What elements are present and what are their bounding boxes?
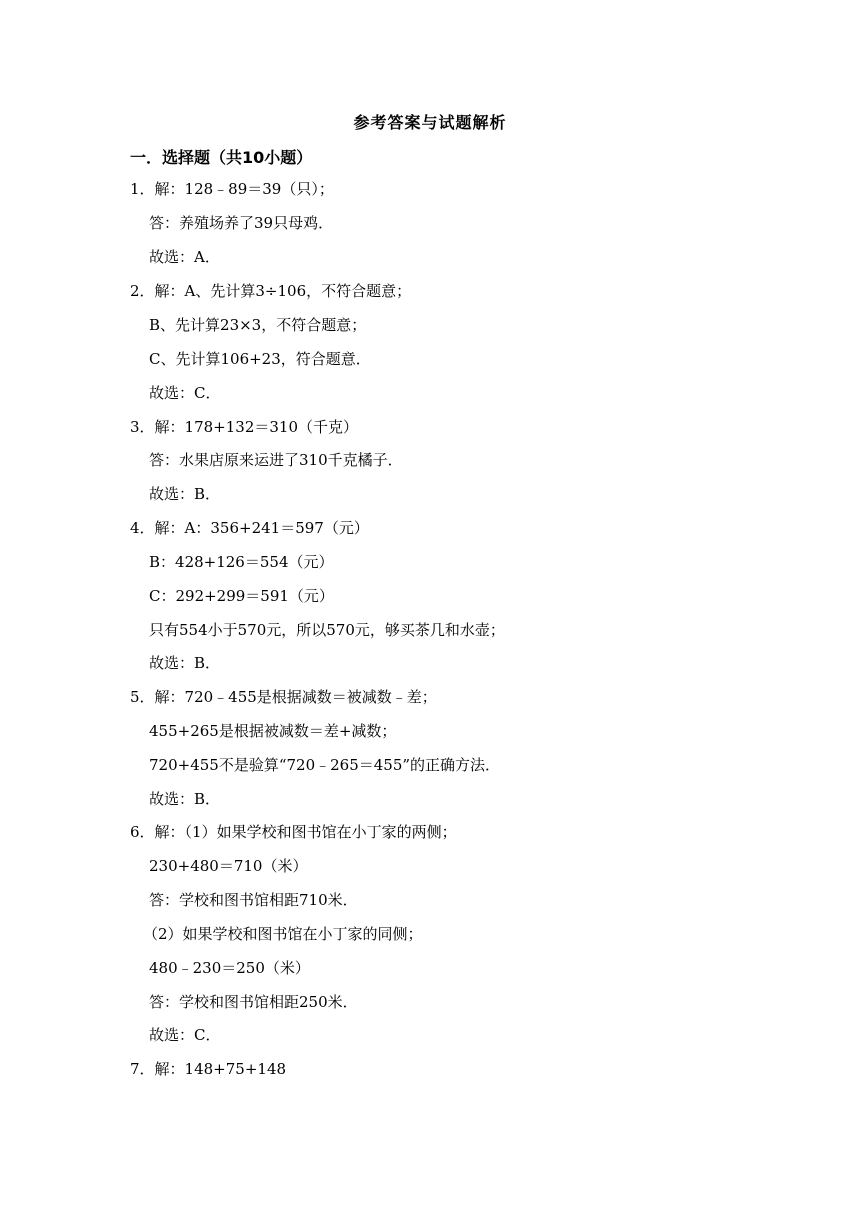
answer-line: 6．解：（1）如果学校和图书馆在小丁家的两侧； [130, 823, 457, 841]
answer-line: 故选：B． [149, 654, 221, 672]
answer-line: 答：学校和图书馆相距710米． [149, 891, 358, 909]
answer-line: 故选：C． [149, 1026, 221, 1044]
answer-line: 230+480＝710（米） [149, 857, 308, 875]
answer-line: 2．解：A、先计算3÷106，不符合题意； [130, 282, 412, 300]
answer-line: 4．解：A：356+241＝597（元） [130, 519, 369, 537]
document-title: 参考答案与试题解析 [353, 113, 507, 132]
answer-line: 720+455不是验算“720﹣265＝455”的正确方法． [149, 756, 501, 774]
answer-line: 480﹣230＝250（米） [149, 959, 310, 977]
answer-line: C、先计算106+23，符合题意． [149, 350, 371, 368]
answer-line: 7．解：148+75+148 [130, 1060, 287, 1078]
answer-line: （2）如果学校和图书馆在小丁家的同侧； [143, 925, 423, 943]
answer-line: 故选：B． [149, 790, 221, 808]
answer-line: 故选：B． [149, 485, 221, 503]
answer-line: 1．解：128﹣89＝39（只）； [130, 180, 334, 198]
answer-line: 455+265是根据被减数＝差+减数； [149, 722, 397, 740]
answer-line: 3．解：178+132＝310（千克） [130, 418, 359, 436]
answer-line: B：428+126＝554（元） [149, 553, 334, 571]
answer-line: C：292+299＝591（元） [149, 587, 334, 605]
answer-line: 答：水果店原来运进了310千克橘子． [149, 451, 403, 469]
answer-line: 答：养殖场养了39只母鸡． [149, 214, 334, 232]
answer-line: 答：学校和图书馆相距250米． [149, 993, 358, 1011]
answer-line: 故选：A． [149, 248, 220, 266]
answer-line: B、先计算23×3，不符合题意； [149, 316, 367, 334]
answer-line: 故选：C． [149, 384, 221, 402]
answer-line: 只有554小于570元，所以570元，够买茶几和水壶； [149, 621, 505, 639]
section-heading: 一．选择题（共10小题） [130, 148, 313, 167]
answer-line: 5．解：720﹣455是根据减数＝被减数﹣差； [130, 688, 437, 706]
